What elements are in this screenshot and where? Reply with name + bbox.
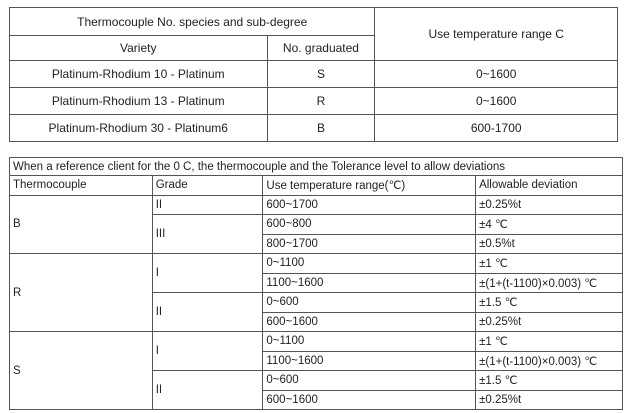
table-row: [10, 88, 618, 115]
deviation-cell: ±0.25%t: [476, 195, 623, 215]
deviation-cell: ±4 ℃: [476, 215, 623, 235]
table-row: [10, 195, 623, 215]
tolerance-table: [9, 157, 623, 410]
thermocouple-header: Thermocouple: [10, 176, 153, 196]
range-cell: 600~1700: [263, 195, 476, 215]
variety-cell: Platinum-Rhodium 10 - Platinum: [10, 61, 268, 88]
grade-header: Grade: [152, 176, 263, 196]
thermocouple-cell: S: [10, 332, 153, 410]
deviation-cell: ±1 ℃: [476, 332, 623, 352]
table-row: [10, 332, 623, 352]
thermocouple-species-table: [9, 7, 618, 142]
range-cell: 0~1600: [375, 61, 618, 88]
table-row: [10, 115, 618, 142]
range-cell: 0~1600: [375, 88, 618, 115]
range-cell: 600~1600: [263, 390, 476, 410]
graduated-cell: S: [267, 61, 375, 88]
range-cell: 600~800: [263, 215, 476, 235]
grade-cell: II: [152, 371, 263, 410]
variety-cell: Platinum-Rhodium 13 - Platinum: [10, 88, 268, 115]
range-cell: 600-1700: [375, 115, 618, 142]
grade-cell: II: [152, 195, 263, 215]
range-cell: 1100~1600: [263, 351, 476, 371]
deviation-cell: ±(1+(t-1100)×0.003) ℃: [476, 273, 623, 293]
graduated-cell: R: [267, 88, 375, 115]
range-header: Use temperature range(℃): [263, 176, 476, 196]
range-cell: 0~1100: [263, 332, 476, 352]
graduated-header: No. graduated: [267, 36, 375, 61]
graduated-cell: B: [267, 115, 375, 142]
grade-cell: I: [152, 332, 263, 371]
range-cell: 0~600: [263, 293, 476, 313]
table-caption: When a reference client for the 0 C, the thermocouple and the Tolerance level to allow deviations: [10, 158, 623, 176]
table-row: [10, 254, 623, 274]
range-cell: 800~1700: [263, 234, 476, 254]
grade-cell: III: [152, 215, 263, 254]
range-cell: 0~1100: [263, 254, 476, 274]
thermocouple-cell: B: [10, 195, 153, 254]
variety-header: Variety: [10, 36, 268, 61]
range-cell: 0~600: [263, 371, 476, 391]
deviation-cell: ±0.25%t: [476, 312, 623, 332]
thermocouple-cell: R: [10, 254, 153, 332]
deviation-cell: ±1 ℃: [476, 254, 623, 274]
range-cell: 1100~1600: [263, 273, 476, 293]
grade-cell: I: [152, 254, 263, 293]
deviation-cell: ±0.25%t: [476, 390, 623, 410]
deviation-cell: ±0.5%t: [476, 234, 623, 254]
range-cell: 600~1600: [263, 312, 476, 332]
deviation-header: Allowable deviation: [476, 176, 623, 196]
grade-cell: II: [152, 293, 263, 332]
variety-cell: Platinum-Rhodium 30 - Platinum6: [10, 115, 268, 142]
deviation-cell: ±1.5 ℃: [476, 371, 623, 391]
deviation-cell: ±(1+(t-1100)×0.003) ℃: [476, 351, 623, 371]
range-header: Use temperature range C: [375, 8, 618, 61]
species-header: Thermocouple No. species and sub-degree: [10, 8, 375, 36]
table-row: [10, 61, 618, 88]
deviation-cell: ±1.5 ℃: [476, 293, 623, 313]
